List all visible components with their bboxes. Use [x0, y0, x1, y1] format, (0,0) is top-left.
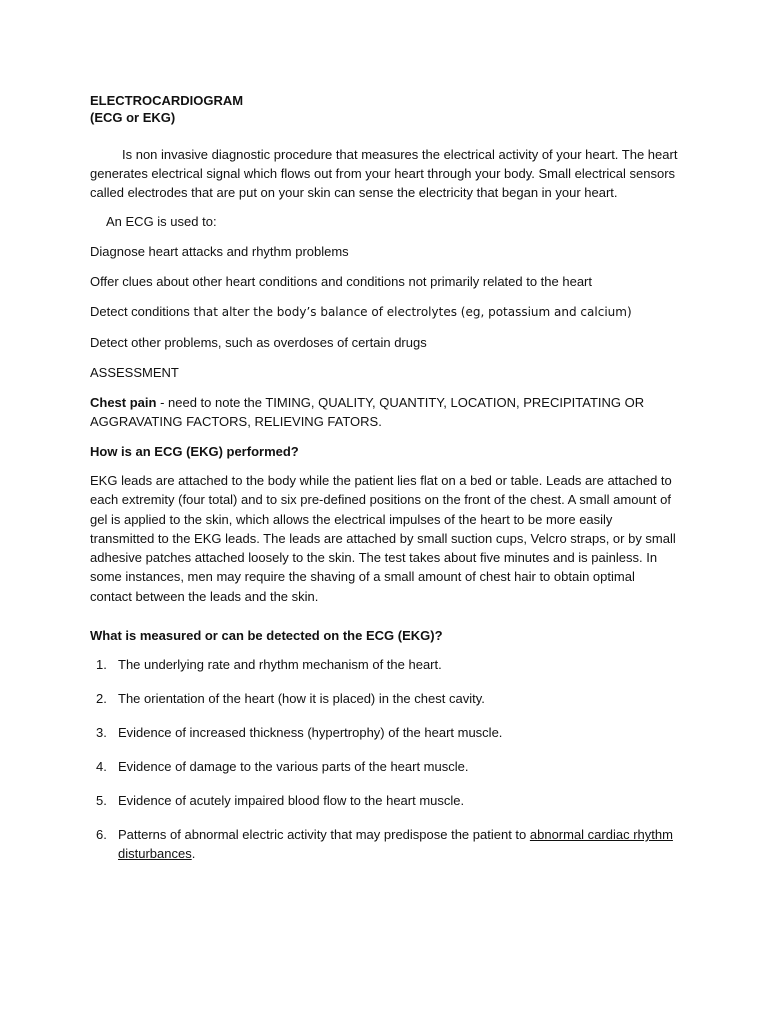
use-item: Offer clues about other heart conditions and conditions not primarily related to the heart — [90, 274, 592, 289]
list-item-number: 3. — [96, 725, 107, 741]
list-item — [90, 723, 680, 742]
list-item — [90, 689, 680, 708]
uses-intro: An ECG is used to: — [106, 214, 217, 229]
list-item — [90, 825, 680, 863]
list-item-number: 2. — [96, 691, 107, 707]
list-item-text: Evidence of damage to the various parts of the heart muscle. — [118, 759, 469, 775]
use-item: Detect other problems, such as overdoses of certain drugs — [90, 335, 427, 350]
list-item-number: 5. — [96, 793, 107, 809]
use-item-electrolytes — [90, 302, 680, 322]
chest-pain-label: Chest pain — [90, 395, 157, 410]
list-item-number: 6. — [96, 827, 107, 843]
document-title — [90, 92, 680, 126]
list-item-end: . — [191, 846, 196, 862]
title-line-2: (ECG or EKG) — [90, 110, 176, 125]
document-body — [90, 92, 680, 878]
list-item-text: The underlying rate and rhythm mechanism of the heart. — [118, 657, 442, 673]
list-item — [90, 655, 680, 674]
list-item-text: Patterns of abnormal electric activity that may predispose the patient to — [118, 827, 530, 843]
performed-heading: How is an ECG (EKG) performed? — [90, 444, 299, 459]
assessment-heading: ASSESSMENT — [90, 365, 179, 380]
use-item-electrolytes-prefix: Detect conditions — [90, 304, 190, 319]
list-item — [90, 791, 680, 810]
list-item-number: 1. — [96, 657, 107, 673]
use-item-electrolytes-rest: that alter the body’s balance of electrolytes (eg, potassium and calcium) — [189, 305, 632, 319]
cardiac-rhythm-link[interactable]: abnormal cardiac rhythm disturbances — [118, 827, 673, 862]
performed-paragraph: EKG leads are attached to the body while the patient lies flat on a bed or table. Leads are attached to each extremity (four total) and to six pre-defined positions on the front of the chest. A small amount of gel is applied to the skin, which allows the electrical impulses of the heart to be more easily transmitted to the EKG leads. The leads are attached by small suction cups, Velcro straps, or by small adhesive patches attached loosely to the skin. The test takes about five minutes and is painless. In some instances, men may require the shaving of a small amount of chest hair to obtain optimal contact between the leads and the skin. — [90, 473, 676, 604]
findings-list — [90, 655, 680, 863]
title-line-1: ELECTROCARDIOGRAM — [90, 93, 244, 108]
use-item: Diagnose heart attacks and rhythm problems — [90, 244, 349, 259]
chest-pain-text: - need to note the TIMING, QUALITY, QUANTITY, LOCATION, PRECIPITATING OR AGGRAVATING FACTORS, RELIEVING FATORS. — [90, 395, 645, 429]
list-item-text: Evidence of acutely impaired blood flow to the heart muscle. — [118, 793, 465, 809]
measured-heading: What is measured or can be detected on the ECG (EKG)? — [90, 628, 443, 644]
list-item-number: 4. — [96, 759, 107, 775]
chest-pain-paragraph — [90, 393, 680, 431]
list-item-text: Evidence of increased thickness (hypertrophy) of the heart muscle. — [118, 725, 503, 741]
intro-paragraph: Is non invasive diagnostic procedure that measures the electrical activity of your heart. The heart generates electrical signal which flows out from your heart through your body. Small electrical sensors called electrodes that are put on your skin can sense the electricity that began in your heart. — [90, 147, 678, 200]
list-item-text: The orientation of the heart (how it is placed) in the chest cavity. — [118, 691, 485, 707]
list-item — [90, 757, 680, 776]
